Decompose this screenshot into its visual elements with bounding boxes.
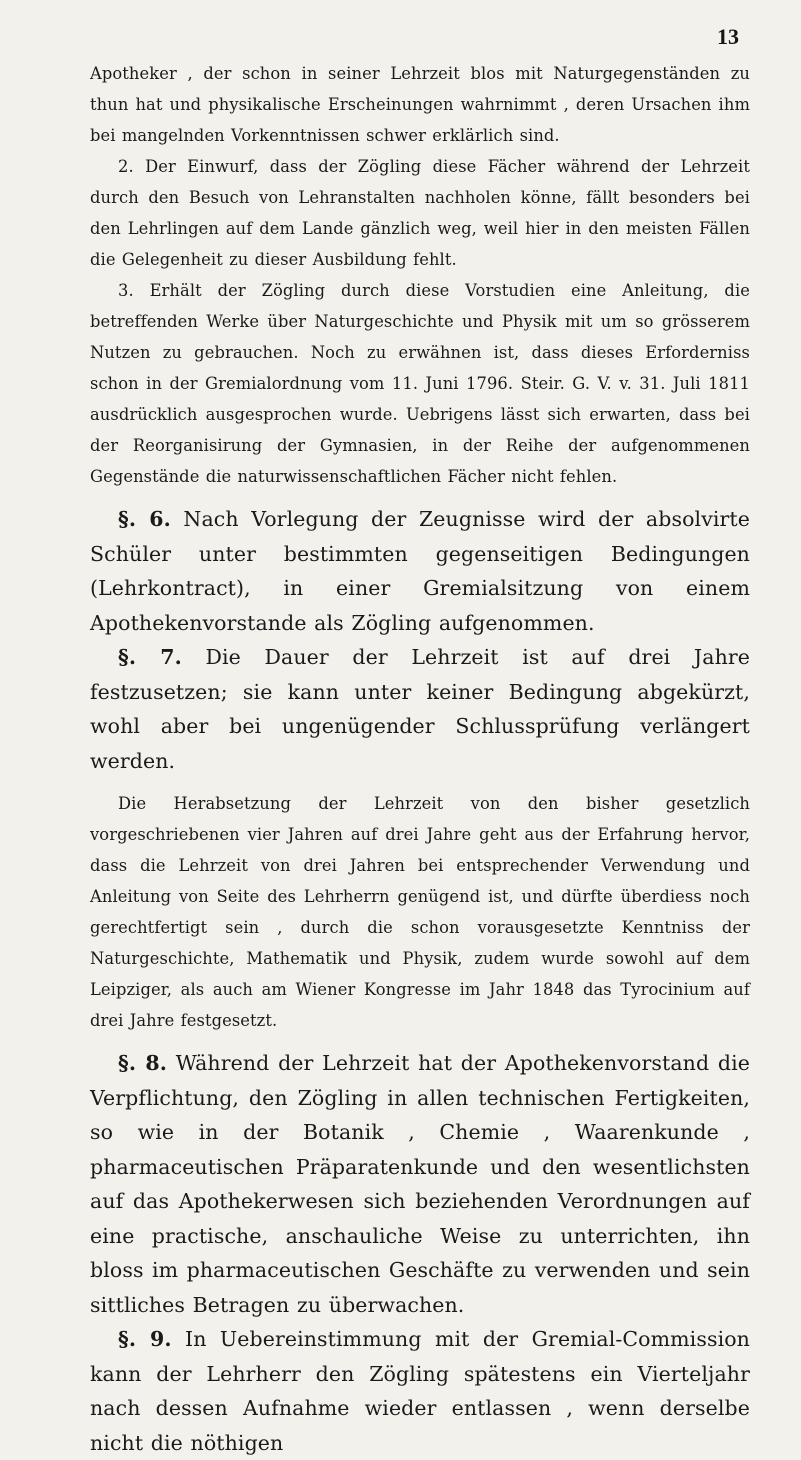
- section-9: [90, 1322, 750, 1460]
- paragraph-text: 2. Der Einwurf, dass der Zögling diese Fächer während der Lehrzeit durch den Besuch von Lehranstalten nachholen könne, fällt besonders bei den Lehrlingen auf dem Lande gänzlich weg, weil hier in den meisten Fällen die Gelegenheit zu dieser Ausbildung fehlt.: [90, 157, 750, 269]
- section-marker: §. 6.: [118, 507, 171, 531]
- section-7: [90, 640, 750, 778]
- section-text: Die Dauer der Lehrzeit ist auf drei Jahre festzusetzen; sie kann unter keiner Bedingung abgekürzt, wohl aber bei ungenügender Schlussprüfung verlängert werden.: [90, 645, 750, 773]
- paragraph-point-2: [90, 151, 750, 275]
- paragraph-commentary: [90, 788, 750, 1036]
- section-text: Während der Lehrzeit hat der Apothekenvorstand die Verpflichtung, den Zögling in allen technischen Fertigkeiten, so wie in der Botanik , Chemie , Waarenkunde , pharmaceutischen Präparatenkunde und den wesentlichsten auf das Apothekerwesen sich beziehenden Verordnungen auf eine practische, anschauliche Weise zu unterrichten, ihn bloss im pharmaceutischen Geschäfte zu verwenden und sein sittliches Betragen zu überwachen.: [90, 1051, 750, 1317]
- section-marker: §. 9.: [118, 1327, 172, 1351]
- section-text: In Uebereinstimmung mit der Gremial-Commission kann der Lehrherr den Zögling spätestens ein Vierteljahr nach dessen Aufnahme wieder entlassen , wenn derselbe nicht die nöthigen: [90, 1327, 750, 1455]
- paragraph-text: 3. Erhält der Zögling durch diese Vorstudien eine Anleitung, die betreffenden Werke über Naturgeschichte und Physik mit um so grösserem Nutzen zu gebrauchen. Noch zu erwähnen ist, dass dieses Erforderniss schon in der Gremialordnung vom 11. Juni 1796. Steir. G. V. v. 31. Juli 1811 ausdrücklich ausgesprochen wurde. Uebrigens lässt sich erwarten, dass bei der Reorganisirung der Gymnasien, in der Reihe der aufgenommenen Gegenstände die naturwissenschaftlichen Fächer nicht fehlen.: [90, 281, 750, 486]
- section-text: Nach Vorlegung der Zeugnisse wird der absolvirte Schüler unter bestimmten gegenseitigen Bedingungen (Lehrkontract), in einer Gremialsitzung von einem Apothekenvorstande als Zögling aufgenommen.: [90, 507, 751, 635]
- paragraph-continuation: [90, 58, 750, 151]
- paragraph-text: Die Herabsetzung der Lehrzeit von den bisher gesetzlich vorgeschriebenen vier Jahren auf drei Jahre geht aus der Erfahrung hervor, dass die Lehrzeit von drei Jahren bei entsprechender Verwendung und Anleitung von Seite des Lehrherrn genügend ist, und dürfte überdiess noch gerechtfertigt sein , durch die schon vorausgesetzte Kenntniss der Naturgeschichte, Mathematik und Physik, zudem wurde sowohl auf dem Leipziger, als auch am Wiener Kongresse im Jahr 1848 das Tyrocinium auf drei Jahre festgesetzt.: [90, 794, 750, 1030]
- section-marker: §. 7.: [118, 645, 182, 669]
- section-marker: §. 8.: [118, 1051, 167, 1075]
- body-text: [90, 58, 750, 1460]
- page-number: 13: [717, 24, 739, 49]
- section-6: [90, 502, 750, 640]
- section-8: [90, 1046, 750, 1322]
- paragraph-point-3: [90, 275, 750, 492]
- paragraph-text: Apotheker , der schon in seiner Lehrzeit blos mit Naturgegenständen zu thun hat und physikalische Erscheinungen wahrnimmt , deren Ursachen ihm bei mangelnden Vorkenntnissen schwer erklärlich sind.: [90, 64, 750, 145]
